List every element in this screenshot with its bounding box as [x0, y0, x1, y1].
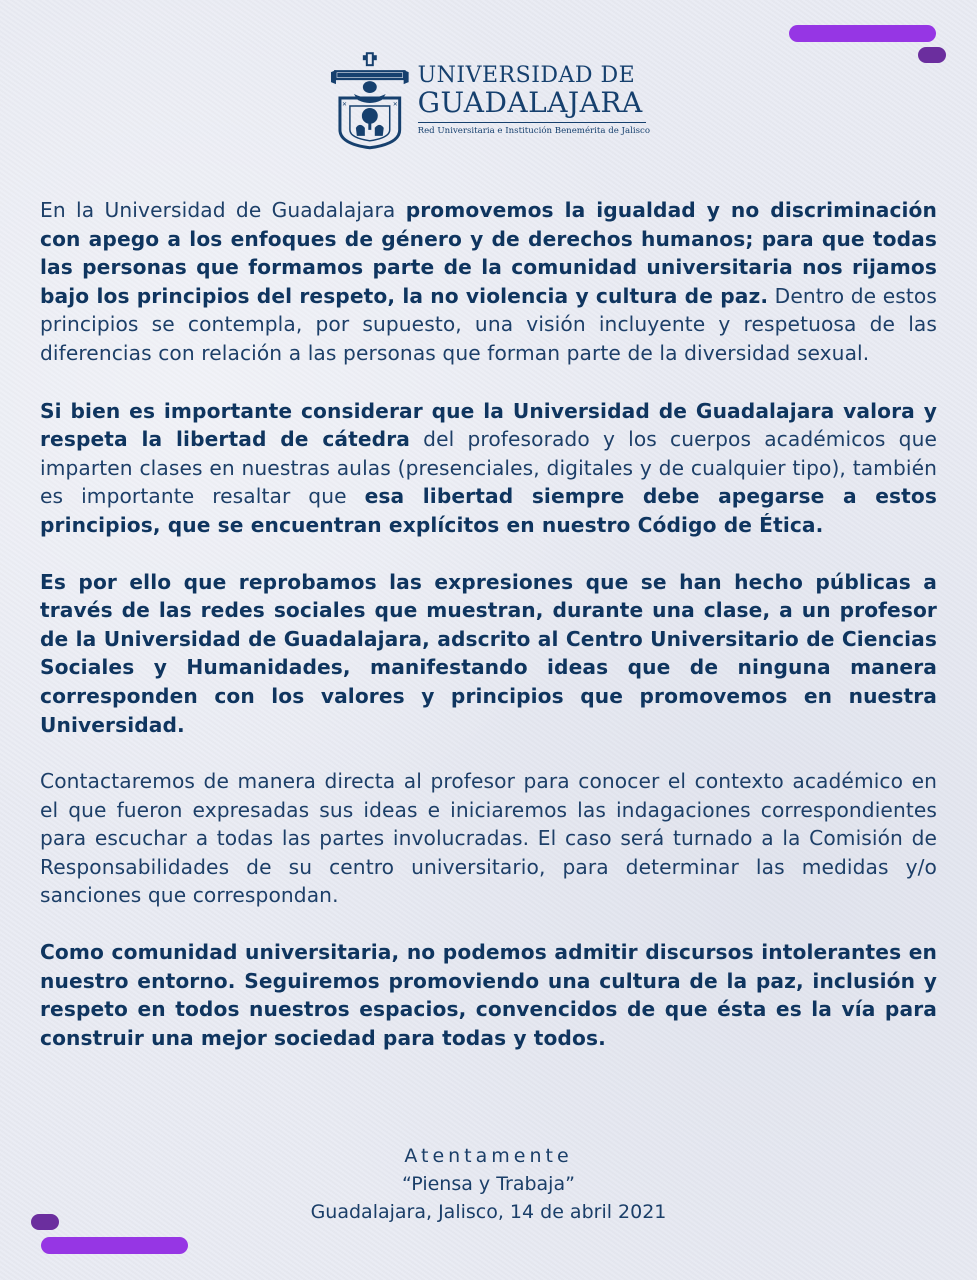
paragraph-1-bold-text: promovemos la igualdad y no discriminación con apego a los enfoques de género y de derechos humanos; para que todas las personas que formamos parte de la comunidad universitaria nos rijamos bajo los principios del respeto, la no violencia y cultura de paz.	[40, 198, 937, 308]
decorative-bar-top-long	[789, 25, 936, 42]
paragraph-2	[40, 397, 937, 540]
signature-block	[0, 1142, 977, 1226]
paragraph-3	[40, 568, 937, 740]
svg-text:✕: ✕	[392, 100, 398, 108]
motto-text: “Piensa y Trabaja”	[402, 1173, 575, 1195]
university-crest-icon	[330, 50, 410, 150]
closing-text: Atentamente	[404, 1145, 573, 1167]
university-name-line2: GUADALAJARA	[417, 85, 643, 119]
brand-divider	[418, 122, 646, 123]
paragraph-5	[40, 938, 937, 1052]
place-date-text: Guadalajara, Jalisco, 14 de abril 2021	[310, 1201, 667, 1223]
statement-body	[40, 196, 937, 1080]
paragraph-2-bold-text: Si bien es importante considerar que la Universidad de Guadalajara valora y respeta la libertad de cátedra	[40, 398, 937, 452]
decorative-bar-top-short	[918, 47, 946, 63]
university-name-line1: UNIVERSIDAD DE	[417, 62, 636, 88]
paragraph-4-text: Contactaremos de manera directa al profesor para conocer el contexto académico en el que fueron expresadas sus ideas e iniciaremos las indagaciones correspondientes para escuchar a todas las partes involucradas. El caso será turnado a la Comisión de Responsabilidades de su centro universitario, para determinar las medidas y/o sanciones que correspondan.	[40, 769, 937, 908]
paragraph-5-bold-text: Como comunidad universitaria, no podemos admitir discursos intolerantes en nuestro entorno. Seguiremos promoviendo una cultura de la paz, inclusión y respeto en todos nuestros espacios, convencidos de que ésta es la vía para construir una mejor sociedad para todas y todos.	[40, 940, 937, 1050]
paragraph-1	[40, 196, 937, 368]
decorative-bar-bottom-long	[41, 1237, 188, 1254]
paragraph-3-bold-text: Es por ello que reprobamos las expresiones que se han hecho públicas a través de las redes sociales que muestran, durante una clase, a un profesor de la Universidad de Guadalajara, adscrito al Centro Universitario de Ciencias Sociales y Humanidades, manifestando ideas que de ninguna manera corresponden con los valores y principios que promovemos en nuestra Universidad.	[40, 569, 937, 737]
university-header	[330, 50, 650, 150]
university-subtitle: Red Universitaria e Institución Benemérita de Jalisco	[417, 125, 650, 136]
svg-text:✕: ✕	[341, 100, 347, 108]
paragraph-4	[40, 767, 937, 910]
brand-wordmark	[417, 62, 650, 136]
paragraph-1-text: Dentro de estos principios se contempla, por supuesto, una visión incluyente y respetuosa de las diferencias con relación a las personas que forman parte de la diversidad sexual.	[40, 283, 937, 365]
paragraph-2-text: del profesorado y los cuerpos académicos que imparten clases en nuestras aulas (presenciales, digitales y de cualquier tipo), también es importante resaltar que	[40, 427, 937, 509]
paragraph-1-text: En la Universidad de Guadalajara	[40, 198, 406, 222]
paragraph-2-bold-text: esa libertad siempre debe apegarse a estos principios, que se encuentran explícitos en nuestro Código de Ética.	[40, 484, 937, 537]
